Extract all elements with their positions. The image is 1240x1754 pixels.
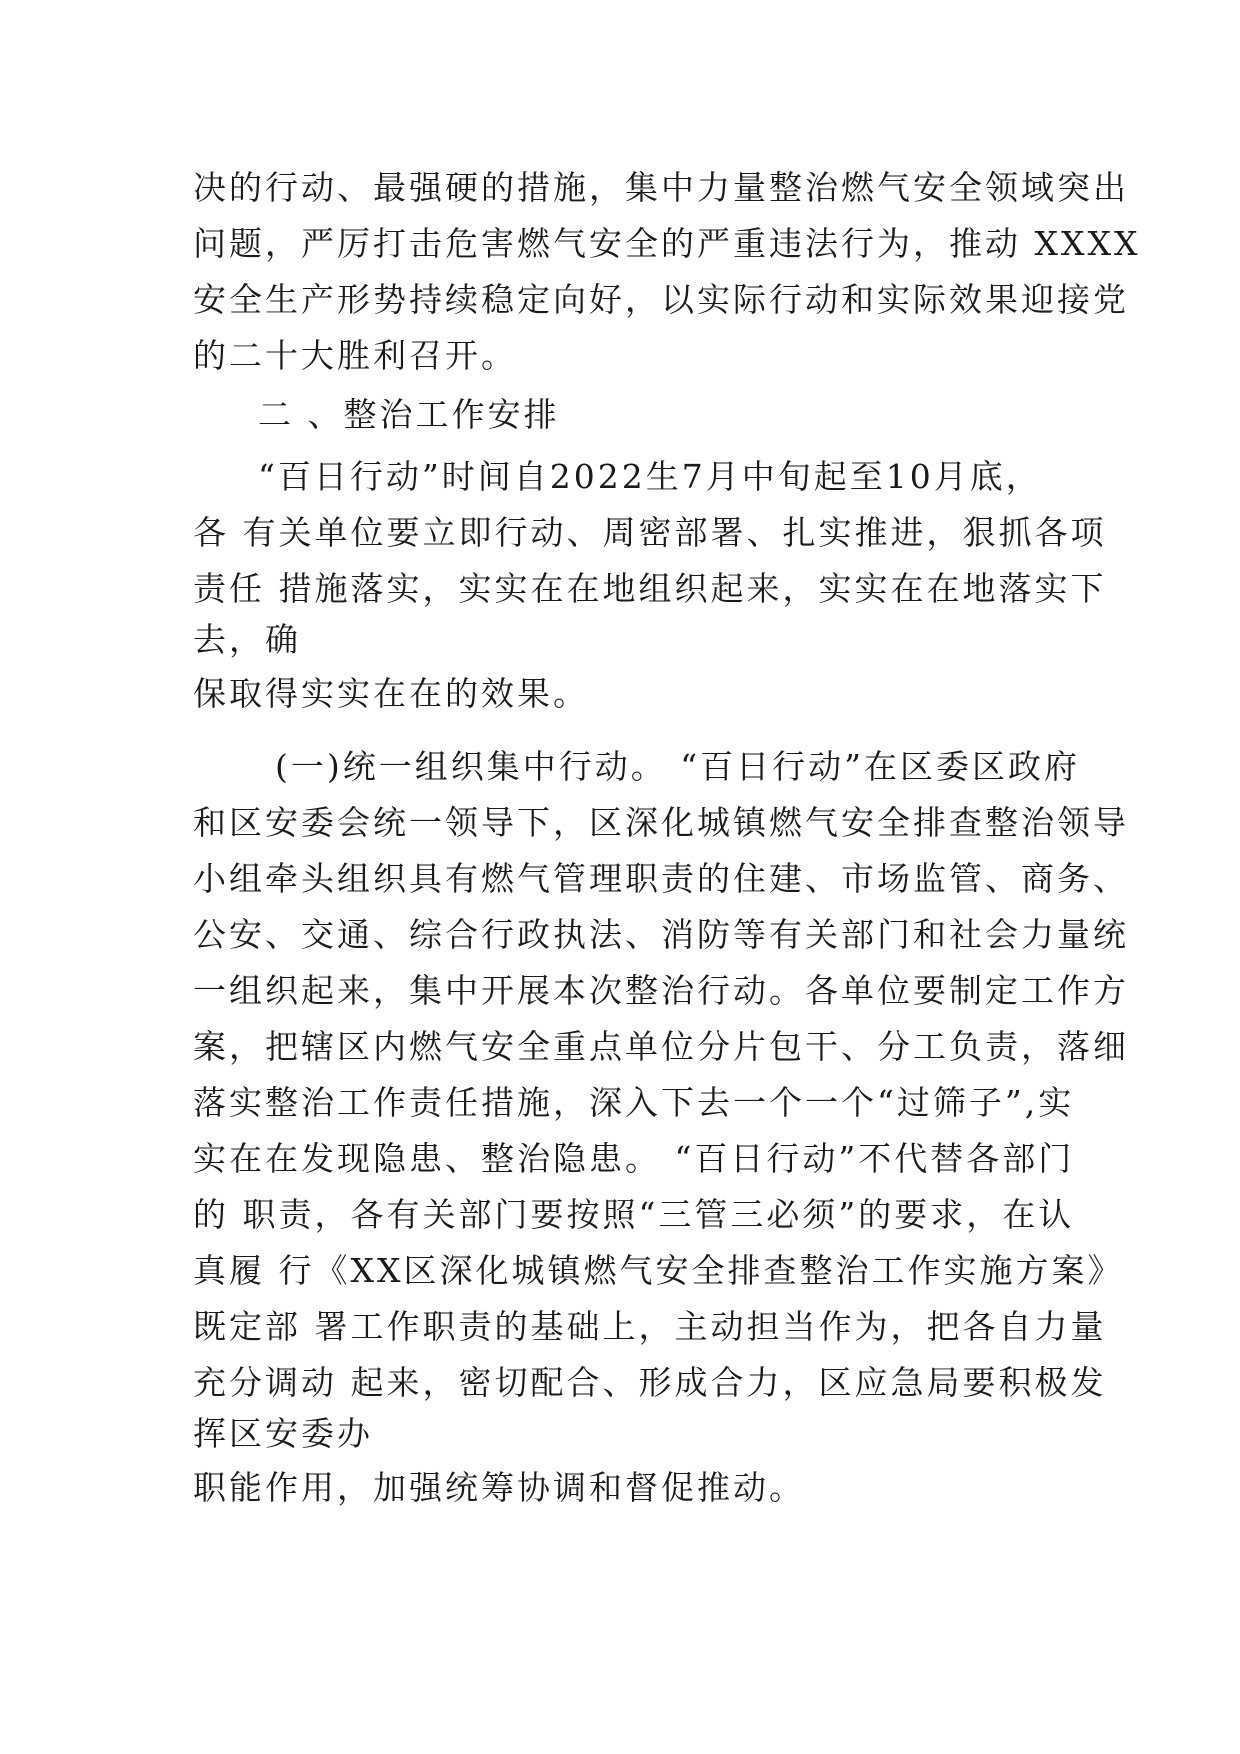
paragraph-line: 问题，严厉打击危害燃气安全的严重违法行为，推动 XXXX xyxy=(193,224,1141,263)
paragraph-line: 充分调动 起来，密切配合、形成合力，区应急局要积极发 xyxy=(193,1363,1107,1402)
paragraph-line: 公安、交通、综合行政执法、消防等有关部门和社会力量统 xyxy=(193,915,1129,954)
paragraph-line: 真履 行《XX区深化城镇燃气安全排查整治工作实施方案》 xyxy=(193,1251,1124,1290)
paragraph-line: 案，把辖区内燃气安全重点单位分片包干、分工负责，落细 xyxy=(193,1027,1129,1066)
paragraph-line: 挥区安委办 xyxy=(193,1414,373,1453)
paragraph-line: 实在在发现隐患、整治隐患。 “百日行动”不代替各部门 xyxy=(193,1139,1075,1178)
paragraph-line: 落实整治工作责任措施，深入下去一个一个“过筛子”,实 xyxy=(193,1083,1075,1122)
paragraph-line: 小组牵头组织具有燃气管理职责的住建、市场监管、商务、 xyxy=(193,859,1129,898)
paragraph-line: 既定部 署工作职责的基础上，主动担当作为，把各自力量 xyxy=(193,1307,1107,1346)
paragraph-line: 去，确 xyxy=(193,620,301,659)
paragraph-line: 职能作用，加强统筹协调和督促推动。 xyxy=(193,1468,805,1507)
paragraph-line: 的 职责，各有关部门要按照“三管三必须”的要求，在认 xyxy=(193,1195,1075,1234)
paragraph-line: 责任 措施落实，实实在在地组织起来，实实在在地落实下 xyxy=(193,569,1107,608)
paragraph-line: 保取得实实在在的效果。 xyxy=(193,674,589,713)
paragraph-line: 一组织起来，集中开展本次整治行动。各单位要制定工作方 xyxy=(193,971,1129,1010)
paragraph-line: 和区安委会统一领导下，区深化城镇燃气安全排查整治领导 xyxy=(193,803,1129,842)
paragraph-line: 决的行动、最强硬的措施，集中力量整治燃气安全领域突出 xyxy=(193,168,1129,207)
paragraph-line: “百日行动”时间自2022生7月中旬起至10月底， xyxy=(258,457,1042,496)
paragraph-line: 的二十大胜利召开。 xyxy=(193,336,517,375)
paragraph-line: 安全生产形势持续稳定向好，以实际行动和实际效果迎接党 xyxy=(193,280,1129,319)
section-heading: 二 、整治工作安排 xyxy=(258,395,560,434)
subsection-heading-line: (一)统一组织集中行动。 “百日行动”在区委区政府 xyxy=(275,747,1080,786)
paragraph-line: 各 有关单位要立即行动、周密部署、扎实推进，狠抓各项 xyxy=(193,513,1107,552)
